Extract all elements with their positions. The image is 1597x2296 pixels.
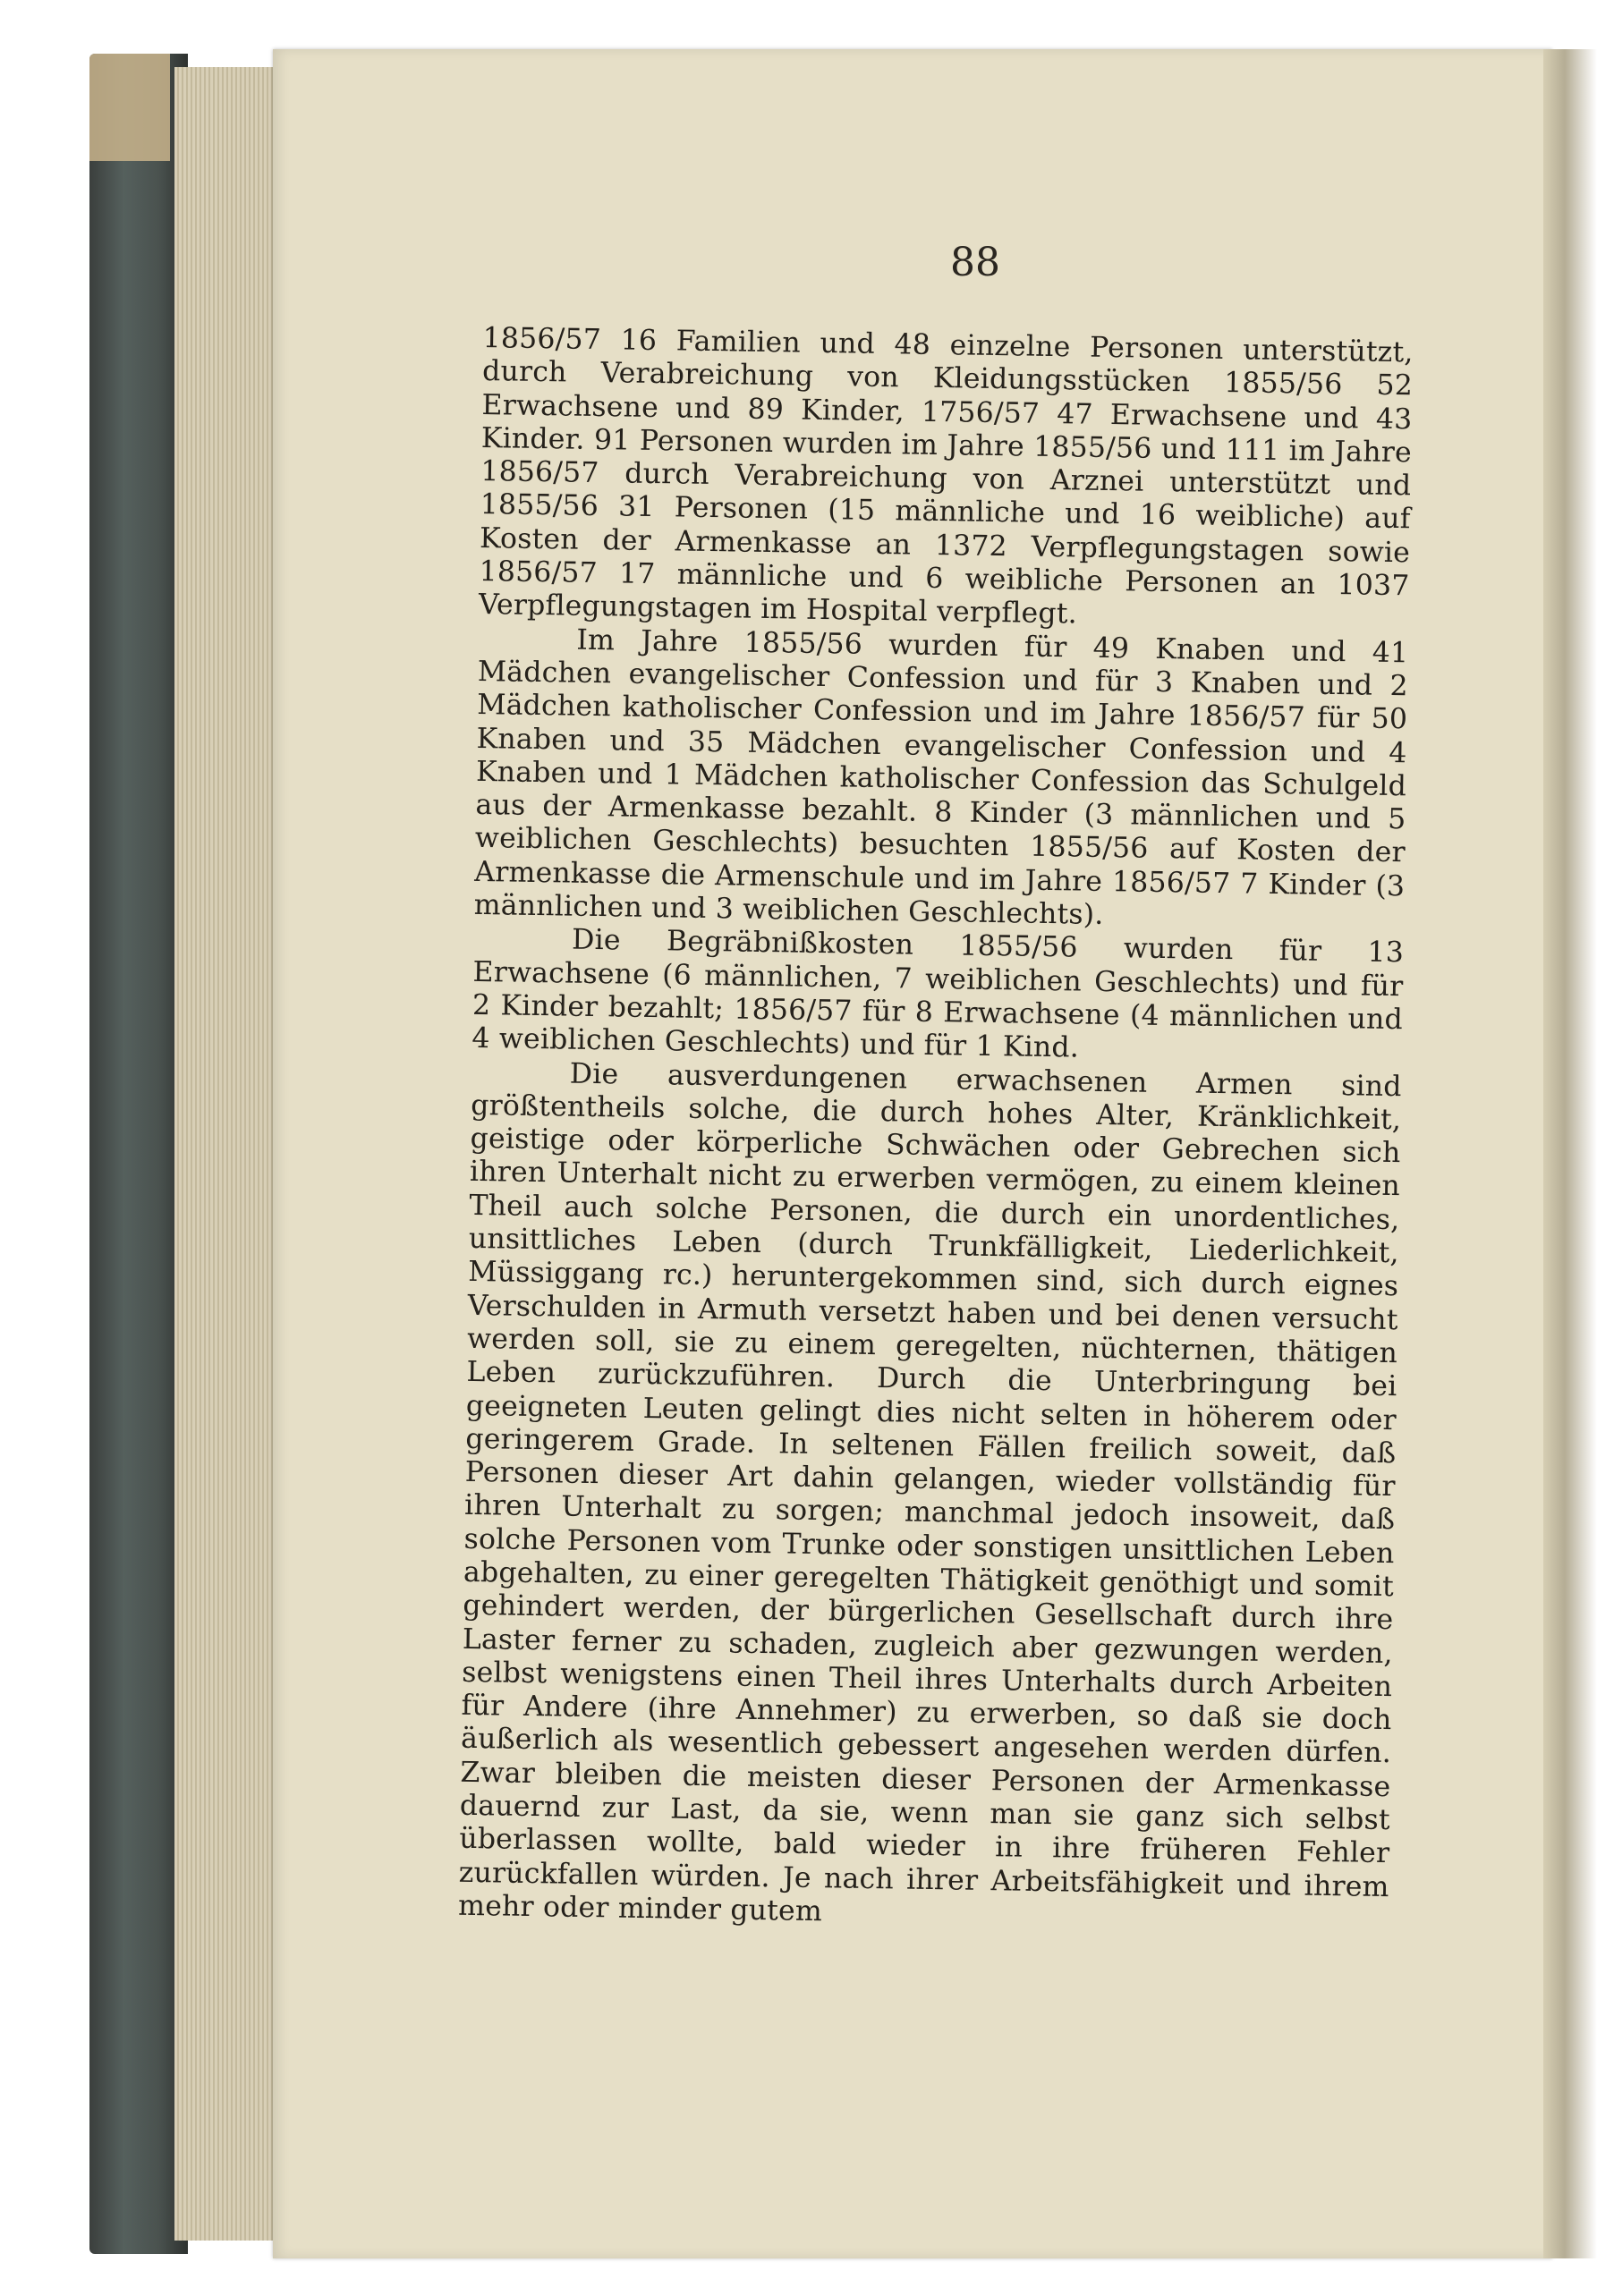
page-edges [174, 67, 277, 2241]
paragraph-3: Die Begräbnißkosten 1855/56 wurden für 13 Erwachsene (6 männlichen, 7 weiblichen Geschlechts) und für 2 Kinder bezahlt; 1856/57 für 8 Erwachsene (4 männlichen und 4 weiblichen Geschlechts) und für 1 Kind. [471, 923, 1405, 1064]
cover-corner-wear [89, 54, 170, 161]
paragraph-1: 1856/57 16 Familien und 48 einzelne Personen unterstützt, durch Verabreichung von Kleidungsstücken 1855/56 52 Erwachsene und 89 Kinder, 1756/57 47 Erwachsene und 43 Kinder. 91 Personen wurden im Jahre 1855/56 und 111 im Jahre 1856/57 durch Verabreichung von Arznei unterstützt und 1855/56 31 Personen (15 männliche und 16 weibliche) auf Kosten der Armenkasse an 1372 Verpflegungstagen sowie 1856/57 17 männliche und 6 weibliche Personen an 1037 Verpflegungstagen im Hospital verpflegt. [478, 322, 1414, 631]
book-cover [89, 54, 188, 2254]
body-text [456, 322, 1414, 2045]
paragraph-4: Die ausverdungenen erwachsenen Armen sind größtentheils solche, die durch hohes Alter, Kränklichkeit, geistige oder körperliche Schwächen oder Gebrechen sich ihren Unterhalt nicht zu erwerben vermögen, zu einem kleinen Theil auch solche Personen, die durch ein unordentliches, unsittliches Leben (durch Trunkfälligkeit, Liederlichkeit, Müssiggang rc.) heruntergekommen sind, sich durch eignes Verschulden in Armuth versetzt haben und bei denen versucht werden soll, sie zu einem geregelten, nüchternen, thätigen Leben zurückzuführen. Durch die Unterbringung bei geeigneten Leuten gelingt dies nicht selten in höherem oder geringerem Grade. In seltenen Fällen freilich soweit, daß Personen dieser Art dahin gelangen, wieder vollständig für ihren Unterhalt zu sorgen; manchmal jedoch insoweit, daß solche Personen vom Trunke oder sonstigen unsittlichen Leben abgehalten, zu einer geregelten Thätigkeit genöthigt und somit gehindert werden, der bürgerlichen Gesellschaft durch ihre Laster ferner zu schaden, zugleich aber gezwungen werden, selbst wenigstens einen Theil ihres Unterhalts durch Arbeiten für Andere (ihre Annehmer) zu erwerben, so daß sie doch äußerlich als wesentlich gebessert angesehen werden dürfen. Zwar bleiben die meisten dieser Personen der Armenkasse dauernd zur Last, da sie, wenn man sie ganz sich selbst überlassen wollte, bald wieder in ihre früheren Fehler zurückfallen würden. Je nach ihrer Arbeitsfähigkeit und ihrem mehr oder minder gutem [457, 1057, 1402, 1928]
paragraph-2: Im Jahre 1855/56 wurden für 49 Knaben und 41 Mädchen evangelischer Confession und für 3 Knaben und 2 Mädchen katholischer Confession und im Jahre 1856/57 für 50 Knaben und 35 Mädchen evangelischer Confession und 4 Knaben und 1 Mädchen katholischer Confession das Schulgeld aus der Armenkasse bezahlt. 8 Kinder (3 männlichen und 5 weiblichen Geschlechts) besuchten 1855/56 auf Kosten der Armenkasse die Armenschule und im Jahre 1856/57 7 Kinder (3 männlichen und 3 weiblichen Geschlechts). [473, 623, 1409, 932]
page-number: 88 [950, 240, 1000, 285]
page-right-edge [1543, 49, 1597, 2258]
